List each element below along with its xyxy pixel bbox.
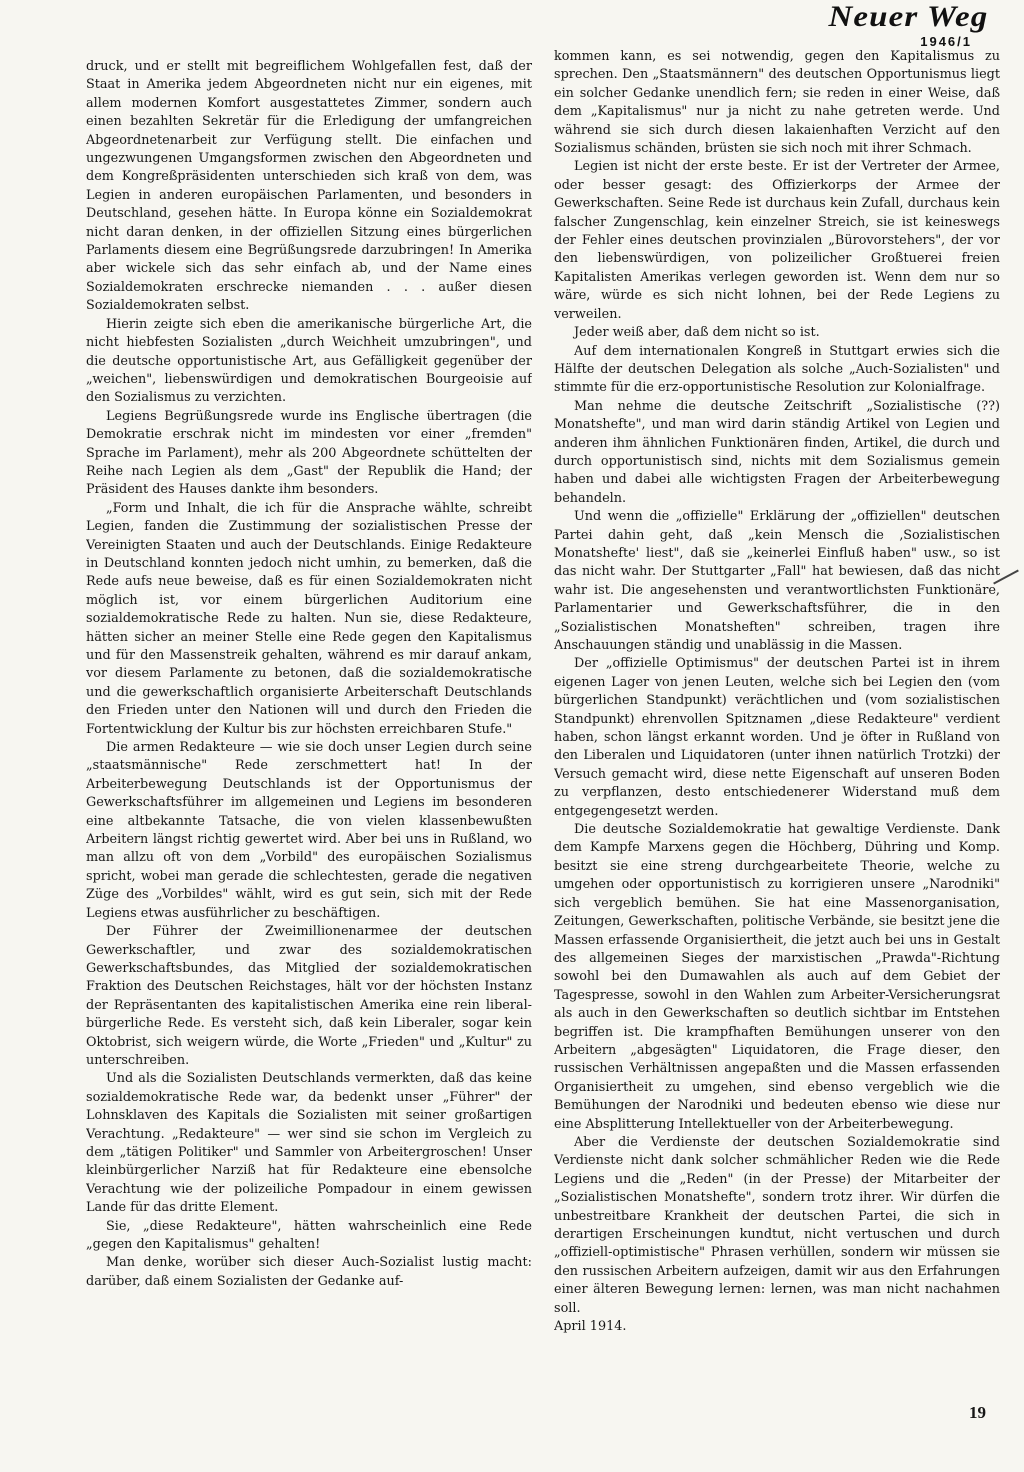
paragraph: Der Führer der Zweimillionenarmee der deutschen Gewerkschaftler, und zwar des sozialdemokratischen Gewerkschaftsbundes, das Mitglied der sozialdemokratischen Fraktion des Deutschen Reichstages, hält vor der höchsten Instanz der Repräsentanten des kapitalistischen Amerika eine rein liberal-bürgerliche Rede. Es versteht sich, daß kein Liberaler, sogar kein Oktobrist, sich weigern würde, die Worte „Frieden" und „Kultur" zu unterschreiben. bbox=[86, 924, 532, 1068]
left-column bbox=[86, 58, 532, 1398]
paragraph: Man nehme die deutsche Zeitschrift „Sozialistische (??) Monatshefte", und man wird darin ständig Artikel von Legien und anderen ihm ähnlichen Funktionären finden, Artikel, die durch und durch opportunistisch sind, nichts mit dem Sozialismus gemein haben und dabei alle wichtigsten Fragen der Arbeiterbewegung behandeln. bbox=[554, 398, 1000, 506]
masthead: Neuer Weg bbox=[828, 0, 988, 33]
paragraph: druck, und er stellt mit begreiflichem Wohlgefallen fest, daß der Staat in Amerika jedem Abgeordneten nicht nur ein eigenes, mit allem modernen Komfort ausgestattetes Zimmer, sondern auch einen bezahlten Sekretär für die Erledigung der umfangreichen Abgeordnetenarbeit zur Verfügung stellt. Die einfachen und ungezwungenen Umgangsformen zwischen den Abgeordneten und dem Kongreßpräsidenten unterschieden sich kraß von dem, was Legien in anderen europäischen Parlamenten, und besonders in Deutschland, gesehen hätte. In Europa könne ein Sozialdemokrat nicht daran denken, in der offiziellen Sitzung eines bürgerlichen Parlaments diesem eine Begrüßungsrede darzubringen! In Amerika aber wickele sich das sehr einfach ab, und der Name eines Sozialdemokraten erschrecke niemanden . . . außer diesen Sozialdemokraten selbst. bbox=[86, 59, 532, 314]
paragraph: Die armen Redakteure — wie sie doch unser Legien durch seine „staatsmännische" Rede zerschmettert hat! In der Arbeiterbewegung Deutschlands ist der Opportunismus der Gewerkschaftsführer im allgemeinen und Legiens im besonderen eine altbekannte Tatsache, die von vielen klassenbewußten Arbeitern längst richtig gewertet wird. Aber bei uns in Rußland, wo man allzu oft von dem „Vorbild" des europäischen Sozialismus spricht, wobei man gerade die schlechtesten, gerade die negativen Züge des „Vorbildes" wählt, wird es gut sein, sich mit der Rede Legiens etwas ausführlicher zu beschäftigen. bbox=[86, 740, 532, 921]
paragraph: Man denke, worüber sich dieser Auch-Sozialist lustig macht: darüber, daß einem Sozialisten der Gedanke auf- bbox=[86, 1255, 532, 1289]
paragraph: Auf dem internationalen Kongreß in Stuttgart erwies sich die Hälfte der deutschen Delegation als solche „Auch-Sozialisten" und stimmte für die erz-opportunistische Resolution zur Kolonialfrage. bbox=[554, 343, 1000, 396]
paragraph: Aber die Verdienste der deutschen Sozialdemokratie sind Verdienste nicht dank solcher schmählicher Reden wie die Rede Legiens und die „Reden" (in der Presse) der Mitarbeiter der „Sozialistischen Monatshefte", sondern trotz ihrer. Wir dürfen die unbestreitbare Krankheit der deutschen Partei, die sich in derartigen Erscheinungen kundtut, nicht vertuschen und durch „offiziell-optimistische" Phrasen verhüllen, sondern wir müssen sie den russischen Arbeitern aufzeigen, damit wir aus den Erfahrungen einer älteren Bewegung lernen: lernen, was man nicht nachahmen soll. bbox=[554, 1134, 1000, 1316]
paragraph: Legiens Begrüßungsrede wurde ins Englische übertragen (die Demokratie erschrak nicht im mindesten vor einer „fremden" Sprache im Parlament), mehr als 200 Abgeordnete schüttelten der Reihe nach Legien als dem „Gast" der Republik die Hand; der Präsident des Hauses dankte ihm besonders. bbox=[86, 408, 532, 498]
paragraph: Hierin zeigte sich eben die amerikanische bürgerliche Art, die nicht hiebfesten Sozialisten „durch Weichheit umzubringen", und die deutsche opportunistische Art, aus Gefälligkeit gegenüber der „weichen", liebenswürdigen und demokratischen Bourgeoisie auf den Sozialismus zu verzichten. bbox=[86, 316, 532, 406]
paragraph: Die deutsche Sozialdemokratie hat gewaltige Verdienste. Dank dem Kampfe Marxens gegen die Höchberg, Dühring und Komp. besitzt sie eine streng durchgearbeitete Theorie, welche zu umgehen oder opportunistisch zu korrigieren unsere „Narodniki" sich vergeblich bemühen. Sie hat eine Massenorganisation, Zeitungen, Gewerkschaften, politische Verbände, sie besitzt jene die Massen erfassende Organisiertheit, die jetzt auch bei uns in Gestalt des allgemeinen Sieges der marxistischen „Prawda"-Richtung sowohl bei den Dumawahlen als auch auf dem Gebiet der Tagespresse, sowohl in den Wahlen zum Arbeiter-Versicherungsrat als auch in den Gewerkschaften so deutlich sichtbar im Entstehen begriffen ist. Die krampfhaften Bemühungen unserer von den Arbeitern „abgesägten" Liquidatoren, die Frage dieser, den russischen Verhältnissen angepaßten und die Massen erfassenden Organisiertheit zu umgehen, sind ebenso vergeblich wie die Bemühungen der Narodniki und bedeuten ebenso wie diese nur eine Absplitterung Intellektueller von der Arbeiterbewegung. bbox=[554, 822, 1000, 1132]
page-number: 19 bbox=[969, 1403, 986, 1422]
issue-number: 1946/1 bbox=[920, 34, 972, 49]
paragraph: „Form und Inhalt, die ich für die Ansprache wählte, schreibt Legien, fanden die Zustimmung der sozialistischen Presse der Vereinigten Staaten und auch der Deutschlands. Einige Redakteure in Deutschland konnten jedoch nicht umhin, zu bemerken, daß die Rede aufs neue beweise, daß es für einen Sozialdemokraten nicht möglich ist, vor einem bürgerlichen Auditorium eine sozialdemokratische Rede zu halten. Nun sie, diese Redakteure, hätten sicher an meiner Stelle eine Rede gegen den Kapitalismus und für den Massenstreik gehalten, während es mir darauf ankam, vor diesem Parlamente zu betonen, daß die sozialdemokratische und die gewerkschaftlich organisierte Arbeiterschaft Deutschlands den Frieden unter den Nationen will und durch den Frieden die Fortentwicklung der Kultur bis zur höchsten erreichbaren Stufe." bbox=[86, 500, 532, 737]
paragraph: Der „offizielle Optimismus" der deutschen Partei ist in ihrem eigenen Lager von jenen Leuten, welche sich bei Legien den (vom bürgerlichen Standpunkt) verächtlichen und (vom sozialistischen Standpunkt) ehrenvollen Spitznamen „diese Redakteure" verdient haben, schon längst erkannt worden. Und je öfter in Rußland von den Liberalen und Liquidatoren (unter ihnen natürlich Trotzki) der Versuch gemacht wird, diese nette Eigenschaft auf unseren Boden zu verpflanzen, desto entschiedenerer Widerstand muß dem entgegengesetzt werden. bbox=[554, 656, 1000, 819]
paragraph: Legien ist nicht der erste beste. Er ist der Vertreter der Armee, oder besser gesagt: des Offizierkorps der Armee der Gewerkschaften. Seine Rede ist durchaus kein Zufall, durchaus kein falscher Zungenschlag, kein einzelner Streich, sie ist keineswegs der Fehler eines deutschen provinzialen „Bürovorstehers", der vor den liebenswürdigen, von polizeilicher Großtuerei freien Kapitalisten Amerikas verlegen geworden ist. Wenn dem nur so wäre, würde es sich nicht lohnen, bei der Rede Legiens zu verweilen. bbox=[554, 159, 1000, 322]
paragraph: Und wenn die „offizielle" Erklärung der „offiziellen" deutschen Partei dahin geht, daß „kein Mensch die ‚Sozialistischen Monatshefte' liest", daß sie „keinerlei Einfluß haben" usw., so ist das nicht wahr. Der Stuttgarter „Fall" hat bewiesen, daß das nicht wahr ist. Die angesehensten und verantwortlichsten Funktionäre, Parlamentarier und Gewerkschaftsführer, die in den „Sozialistischen Monatsheften" schreiben, tragen ihre Anschauungen ständig und unablässig in die Massen. bbox=[554, 509, 1000, 653]
date-signature: April 1914. bbox=[554, 1319, 627, 1335]
paragraph: Jeder weiß aber, daß dem nicht so ist. bbox=[574, 325, 820, 341]
paragraph: Sie, „diese Redakteure", hätten wahrscheinlich eine Rede „gegen den Kapitalismus" gehalten! bbox=[86, 1218, 532, 1252]
paragraph: Und als die Sozialisten Deutschlands vermerkten, daß das keine sozialdemokratische Rede war, da bedenkt unser „Führer" der Lohnsklaven des Kapitals die Sozialisten mit seiner großartigen Verachtung. „Redakteure" — wer sind sie schon im Vergleich zu dem „tätigen Politiker" und Sammler von Arbeitergroschen! Unser kleinbürgerlicher Narziß hat für Redakteure eine ebensolche Verachtung wie der polizeiliche Pompadour in einem gewissen Lande für das dritte Element. bbox=[86, 1071, 532, 1216]
right-column bbox=[554, 48, 1000, 1398]
paragraph: kommen kann, es sei notwendig, gegen den Kapitalismus zu sprechen. Den „Staatsmännern" des deutschen Opportunismus liegt ein solcher Gedanke unendlich fern; sie reden in einer Weise, daß dem „Kapitalismus" nur ja nicht zu nahe getreten werde. Und während sie sich durch diesen lakaienhaften Verzicht auf den Sozialismus schänden, brüsten sie sich noch mit ihrer Schmach. bbox=[554, 49, 1000, 157]
